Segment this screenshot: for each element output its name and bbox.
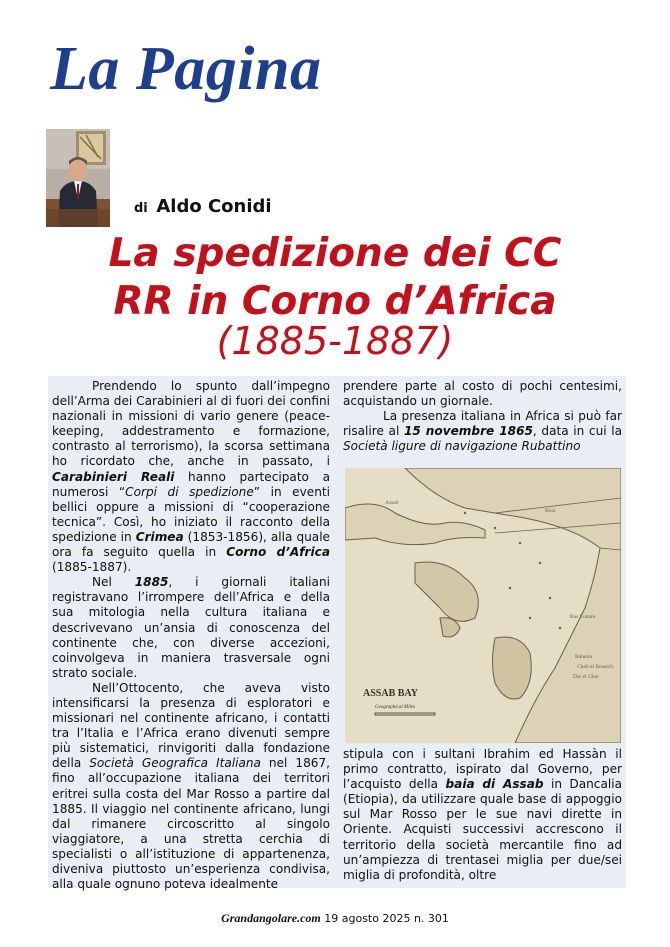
map-place-label: Buia (545, 508, 556, 514)
masthead-title: La Pagina (50, 35, 322, 103)
text-run: stipula con i sultani Ibrahim ed Hassàn il primo contratto, ispirato dal Governo, per l’acquisto della (343, 747, 622, 792)
italic-text: Società Geografica Italiana (89, 756, 261, 771)
paragraph (52, 379, 330, 575)
emphasis-text: 15 novembre 1865 (403, 424, 533, 439)
paragraph (343, 379, 622, 409)
headline-line-2: RR in Corno d’Africa (113, 279, 557, 324)
byline-prefix: di (134, 201, 148, 216)
footer-site: Grandangolare.com (221, 911, 321, 925)
author-photo (46, 129, 110, 227)
emphasis-text: baia di Assab (445, 777, 544, 792)
author-portrait-image (46, 129, 110, 227)
text-run: Nel (92, 575, 135, 590)
text-run: nel 1867, fino all’occupazione italiana dei territori eritrei sulla costa del Mar Rosso a partire dal 1885. Il viaggio nel continente africano, lungi dal rimanere circoscritto al singolo viaggiatore, a una stretta cerchia di specialisti o all’istituzione di appartenenza, diveniva piuttosto un’esperienza condivisa, alla quale ognuno poteva idealmente (52, 756, 331, 892)
map-title: ASSAB BAY (363, 688, 418, 699)
text-run: ” in eventi bellici oppure a missioni di “cooperazione tecnica”. Così, ho iniziato il racconto della spedizione in (52, 484, 330, 544)
emphasis-text: 1885 (134, 575, 169, 590)
emphasis-text: Crimea (135, 529, 184, 544)
byline (134, 196, 272, 217)
paragraph (343, 409, 622, 454)
text-run: , i giornali italiani registravano l’irrompere dell’Africa e della sua mitologia nella cultura italiana e descrivevano un’ansia di conoscenza del continente che, con diverse accezioni, coinvolgeva in maniera trasversale ogni strato sociale. (52, 575, 330, 680)
article-column-right-bottom (343, 747, 622, 883)
text-run: Nell’Ottocento, che aveva visto intensificarsi la presenza di esploratori e missionari nel continente africano, i contatti tra l’Italia e l’Africa erano divenuti sempre più sistematici, rinvigoriti dalla fondazione della (52, 680, 330, 771)
map-scale-label: Geographical Miles (375, 705, 416, 710)
paragraph (52, 575, 330, 681)
headline-line-1: La spedizione dei CC (108, 231, 562, 276)
text-run: in Dancalia (Etiopia), da utilizzare quale base di appoggio sul Mar Rosso per le sue navi dirette in Oriente. Acquisti successivi accrescono il territorio della società mercantile fino ad un’ampiezza di trentasei miglia per due/sei miglia di profondità, oltre (343, 777, 622, 882)
emphasis-text: Carabinieri Reali (52, 469, 175, 484)
text-run: (1885-1887). (52, 560, 132, 575)
paragraph (343, 747, 622, 883)
footer (0, 911, 670, 926)
article-column-right-top (343, 379, 622, 454)
map-image (345, 468, 621, 743)
paragraph (52, 681, 330, 892)
text-run: , data in cui la (532, 424, 623, 439)
text-run: (1853-1856), alla quale ora fa seguito quella in (52, 529, 330, 560)
map-place-label: Assab (385, 500, 399, 506)
map-place-label: Chab el Bosatch (577, 664, 614, 670)
text-run: La presenza italiana in Africa si può far risalire al (343, 409, 622, 439)
headline-dates: (1885-1887) (216, 319, 454, 363)
text-run: hanno partecipato a numerosi “ (52, 469, 331, 499)
text-run: prendere parte al costo di pochi centesimi, acquistando un giornale. (343, 379, 622, 409)
italic-text: Corpi di spedizione (125, 484, 254, 499)
map-place-label: Raheita (575, 654, 592, 660)
text-run: Prendendo lo spunto dall’impegno dell’Arma dei Carabinieri al di fuori dei confini nazionali in missioni di vario genere (peace-keeping, addestramento e formazione, contrasto al terrorismo), la scorsa settimana ho ricordato che, anche in passato, i (52, 379, 330, 469)
article-column-left (52, 379, 330, 892)
assab-bay-map (345, 468, 621, 743)
footer-date: 19 agosto 2025 n. 301 (324, 912, 449, 925)
author-name: Aldo Conidi (156, 196, 272, 217)
emphasis-text: Corno d’Africa (226, 545, 330, 560)
map-place-label: Dar el Ghar (573, 674, 599, 680)
map-place-label: Ras Lumah (570, 614, 596, 620)
italic-text: Società ligure di navigazione Rubattino (343, 439, 581, 454)
